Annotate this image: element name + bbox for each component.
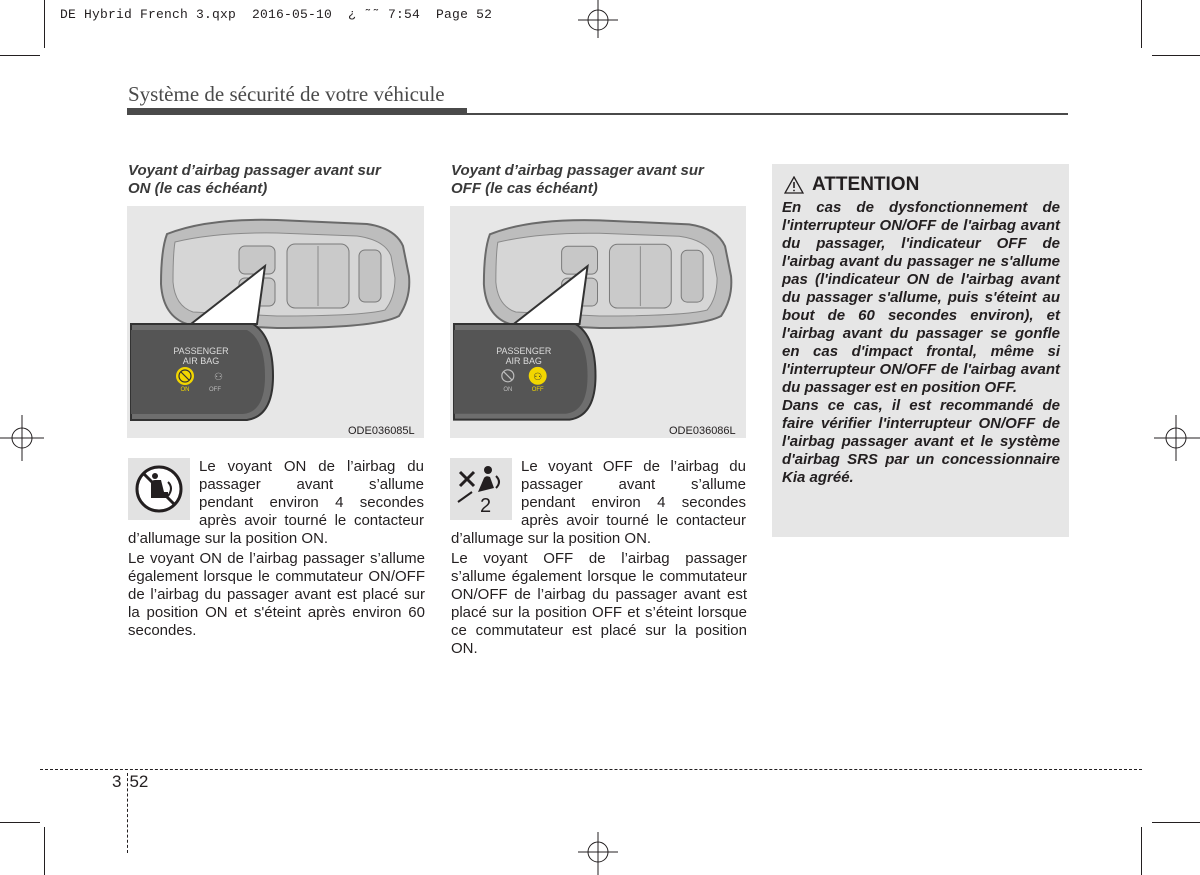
page-number [112, 772, 148, 792]
figure-code: ODE036085L [348, 425, 415, 437]
intro-text-on: Le voyant ON de l’airbag du passager avant s’allume pendant environ 4 secondes après avoir tourné le contacteur [199, 458, 424, 529]
figure-airbag-off [450, 206, 746, 438]
attention-body [782, 199, 1060, 487]
figure-label-airbag: AIR BAG [505, 355, 542, 366]
registration-mark-icon [575, 0, 621, 40]
crop-mark [44, 0, 45, 48]
warning-triangle-icon [784, 176, 804, 194]
chapter-number: 3 [112, 772, 122, 791]
attention-paragraph: En cas de dysfonctionnement de l'interrupteur ON/OFF de l'airbag avant du passager, l'indicateur OFF de l'airbag avant du passager ne s'allume pas (l'indicateur ON de l'airbag avant du passager s'allume, puis s'éteint au bout de 60 secondes environ), et l'airbag avant du passager se gonfle en cas d'impact frontal, même si l'interrupteur ON/OFF de l'airbag avant du passager est en position OFF. [782, 199, 1060, 396]
crop-mark [1152, 55, 1200, 56]
crop-mark [1141, 827, 1142, 875]
attention-heading [784, 174, 919, 196]
figure-on-label: ON [503, 386, 513, 393]
attention-title: ATTENTION [812, 174, 920, 195]
section-heading-on: Voyant d’airbag passager avant sur ON (le cas échéant) [128, 162, 381, 197]
figure-off-label: OFF [531, 386, 544, 393]
footer-rule [40, 769, 1142, 770]
registration-mark-icon [1154, 415, 1200, 461]
registration-mark-icon [575, 832, 621, 875]
slug-line: DE Hybrid French 3.qxp 2016-05-10 ¿ ˜˜ 7:54 Page 52 [60, 7, 493, 22]
page-section-title: Système de sécurité de votre véhicule [128, 82, 445, 106]
crop-mark [1152, 822, 1200, 823]
airbag-off-indicator-icon [450, 458, 512, 520]
intro-text-off: Le voyant OFF de l’airbag du passager avant s’allume pendant environ 4 secondes après avoir tourné le contacteur [521, 458, 746, 529]
crop-mark [0, 822, 40, 823]
paragraph-on: Le voyant ON de l’airbag passager s’allume également lorsque le commutateur ON/OFF de l’airbag du passager avant est placé sur la position ON et s'éteint après environ 60 secondes. [128, 550, 425, 639]
figure-off-label: OFF [209, 387, 221, 393]
section-heading-off: Voyant d’airbag passager avant sur OFF (le cas échéant) [451, 162, 704, 197]
figure-label-passenger: PASSENGER [496, 345, 552, 356]
crop-mark [0, 55, 40, 56]
figure-on-label: ON [180, 387, 190, 393]
attention-box [772, 164, 1069, 537]
crop-mark [44, 827, 45, 875]
figure-code: ODE036086L [669, 425, 736, 437]
svg-text:⚇: ⚇ [214, 372, 223, 383]
page-number-value: 52 [129, 772, 149, 791]
header-rule [467, 113, 1068, 115]
svg-text:2: 2 [480, 495, 492, 517]
attention-paragraph: Dans ce cas, il est recommandé de faire vérifier l'interrupteur ON/OFF de l'airbag passager avant et le système d'airbag SRS par un concessionnaire Kia agréé. [782, 397, 1060, 486]
paragraph-off: Le voyant OFF de l’airbag passager s’allume également lorsque le commutateur ON/OFF de l’airbag du passager avant est placé sur la position OFF et s’éteint lorsque ce commutateur est placé sur la position ON. [451, 550, 747, 657]
airbag-on-indicator-icon [128, 458, 190, 520]
figure-label-passenger: PASSENGER [173, 346, 229, 356]
registration-mark-icon [0, 415, 46, 461]
intro-text-off-continued: d’allumage sur la position ON. [451, 530, 652, 547]
figure-airbag-on [127, 206, 424, 438]
header-rule [127, 108, 467, 115]
figure-label-airbag: AIR BAG [182, 356, 220, 366]
intro-text-on-continued: d’allumage sur la position ON. [128, 530, 329, 547]
crop-mark [1141, 0, 1142, 48]
svg-text:⚇: ⚇ [533, 371, 543, 383]
